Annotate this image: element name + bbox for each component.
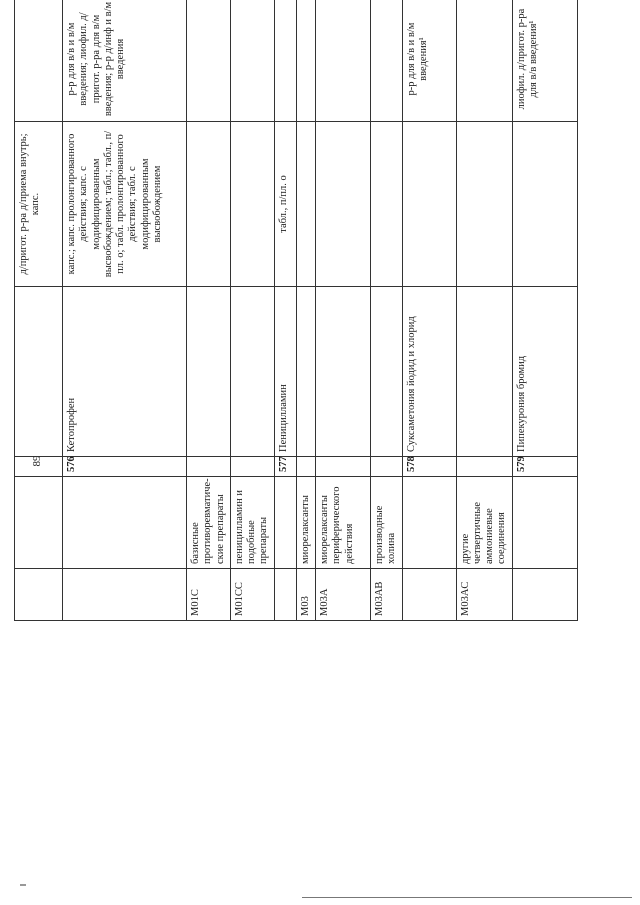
atc-code-cell: M03A [315,569,370,621]
table-row [15,0,63,621]
atc-code-cell [274,569,296,621]
row-number-cell: 578 [402,457,456,477]
group-name-cell: производные холина [370,477,402,569]
drug-name-cell: Суксаметония йодид и хлорид [402,287,456,457]
row-number-cell [15,457,63,477]
oral-forms-cell [296,122,315,287]
row-number-cell: 577 [274,457,296,477]
row-number-cell [456,457,512,477]
atc-code-cell: M03AB [370,569,402,621]
drug-table [14,0,578,621]
atc-code-cell: M03 [296,569,315,621]
oral-forms-cell [370,122,402,287]
row-number-cell [187,457,231,477]
table-row [370,0,402,621]
group-name-cell [63,477,187,569]
injection-forms-cell [274,0,296,122]
table-row [402,0,456,621]
injection-forms-cell [456,0,512,122]
atc-code-cell: M01CC [230,569,274,621]
drug-name-cell [15,287,63,457]
oral-forms-cell [402,122,456,287]
table-row [187,0,231,621]
oral-forms-cell [512,122,577,287]
oral-forms-cell: д/пригот. р-ра д/приема внутрь; капс. [15,122,63,287]
table-row [274,0,296,621]
injection-forms-cell [187,0,231,122]
atc-code-cell [512,569,577,621]
group-name-cell [15,477,63,569]
row-number-cell [230,457,274,477]
drug-name-cell [230,287,274,457]
injection-forms-cell [230,0,274,122]
group-name-cell: миорелаксанты [296,477,315,569]
table-row [63,0,187,621]
footer-line [302,897,632,898]
oral-forms-cell: табл., п/пл. о [274,122,296,287]
group-name-cell: базисные противоревматиче-ские препараты [187,477,231,569]
injection-forms-cell [296,0,315,122]
atc-code-cell [402,569,456,621]
drug-name-cell: Кетопрофен [63,287,187,457]
scan-mark [20,884,26,886]
drug-name-cell [296,287,315,457]
injection-forms-cell [370,0,402,122]
drug-name-cell: Пеницилламин [274,287,296,457]
injection-forms-cell: р-р для в/в и в/м введения¹ [402,0,456,122]
injection-forms-cell: р-р для в/в и в/м введения; лиофил. д/пригот. р-ра для в/м введения; р-р д/инф и в/м введения [63,0,187,122]
oral-forms-cell [230,122,274,287]
group-name-cell: пеницилламин и подобные препараты [230,477,274,569]
atc-code-cell [15,569,63,621]
group-name-cell: другие четвертичные аммониевые соединения [456,477,512,569]
group-name-cell [512,477,577,569]
drug-name-cell [370,287,402,457]
page-number: 89 [31,455,43,467]
atc-code-cell [63,569,187,621]
drug-name-cell [456,287,512,457]
injection-forms-cell [15,0,63,122]
oral-forms-cell: капс.; капс. пролонгированного действия; капс. с модифицированным высвобождением; табл.; табл., п/пл. о; табл. пролонгированного действия; табл. с модифицированным высвобождением [63,122,187,287]
table-row [315,0,370,621]
group-name-cell [402,477,456,569]
injection-forms-cell [315,0,370,122]
atc-code-cell: M01C [187,569,231,621]
drug-name-cell [187,287,231,457]
oral-forms-cell [315,122,370,287]
row-number-cell [370,457,402,477]
table-row [456,0,512,621]
injection-forms-cell: лиофил. д/пригот. р-ра для в/в введения¹ [512,0,577,122]
row-number-cell: 579 [512,457,577,477]
row-number-cell [296,457,315,477]
row-number-cell: 576 [63,457,187,477]
table-row [230,0,274,621]
row-number-cell [315,457,370,477]
drug-name-cell: Пипекурония бромид [512,287,577,457]
drug-name-cell [315,287,370,457]
group-name-cell: миорелаксанты периферического действия [315,477,370,569]
group-name-cell [274,477,296,569]
oral-forms-cell [187,122,231,287]
oral-forms-cell [456,122,512,287]
drug-table-rotated [14,0,539,621]
table-row [296,0,315,621]
table-row [512,0,577,621]
atc-code-cell: M03AC [456,569,512,621]
